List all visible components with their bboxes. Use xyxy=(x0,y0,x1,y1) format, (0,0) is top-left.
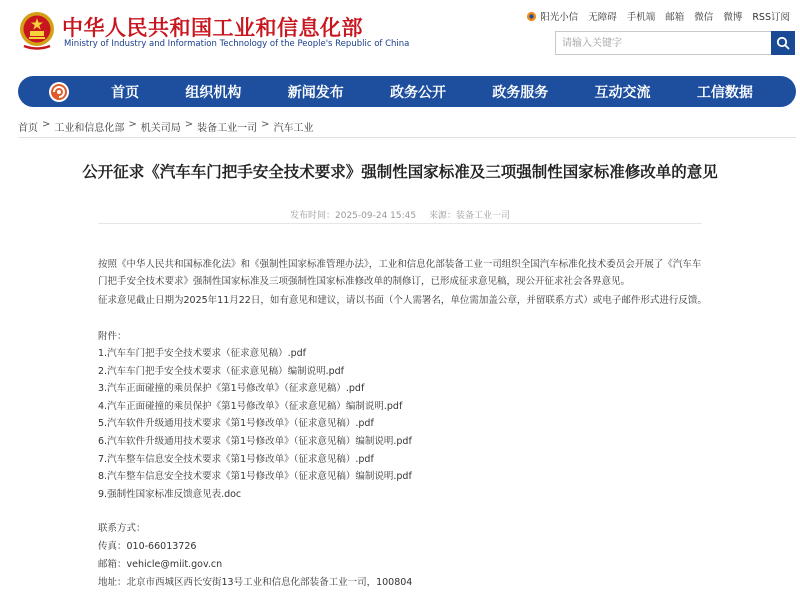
breadcrumb xyxy=(18,119,314,134)
nav-item-government-affairs[interactable]: 政务公开 xyxy=(389,84,446,101)
attachments-label: 附件： xyxy=(98,331,127,342)
breadcrumb-separator: > xyxy=(261,119,270,130)
search-button[interactable] xyxy=(771,31,795,55)
search-icon xyxy=(776,36,790,50)
nav-item-services[interactable]: 政务服务 xyxy=(492,84,549,101)
top-link-sunshine[interactable] xyxy=(526,9,578,23)
breadcrumb-separator: > xyxy=(42,119,51,130)
nav-items xyxy=(88,82,796,102)
search-input[interactable] xyxy=(555,31,771,55)
attachment-link[interactable]: 1.汽车车门把手安全技术要求（征求意见稿）.pdf xyxy=(98,348,306,359)
attachment-link[interactable]: 2.汽车车门把手安全技术要求（征求意见稿）编制说明.pdf xyxy=(98,365,344,377)
breadcrumb-separator: > xyxy=(128,119,137,130)
nav-item-data[interactable]: 工信数据 xyxy=(696,84,753,101)
attachments-list xyxy=(98,345,412,503)
article-paragraph: 按照《中华人民共和国标准化法》和《强制性国家标准管理办法》，工业和信息化部装备工业一司组织全国汽车标准化技术委员会开展了《汽车车门把手安全技术要求》强制性国家标准及三项强制性国家标准修改单的制修订，已形成征求意见稿，现公开征求社会各界意见。 xyxy=(98,259,702,287)
contact-fax: 传真：010-66013726 xyxy=(98,541,197,552)
top-link-mobile[interactable]: 手机端 xyxy=(626,12,656,23)
top-link-mail[interactable]: 邮箱 xyxy=(665,12,685,23)
divider xyxy=(98,223,702,224)
article-source: 来源：装备工业一司 xyxy=(428,211,510,221)
article-paragraph: 征求意见截止日期为2025年11月22日，如有意见和建议，请以书面（个人需署名，单位需加盖公章，并留联系方式）或电子邮件形式进行反馈。 xyxy=(98,295,707,306)
contact-email[interactable]: 邮箱：vehicle@miit.gov.cn xyxy=(98,559,223,570)
top-link-rss[interactable]: RSS订阅 xyxy=(752,12,790,23)
breadcrumb-item-equipment-dept[interactable]: 装备工业一司 xyxy=(197,123,258,134)
attachment-link[interactable]: 9.强制性国家标准反馈意见表.doc xyxy=(98,488,242,500)
attachment-link[interactable]: 6.汽车软件升级通用技术要求《第1号修改单》（征求意见稿）编制说明.pdf xyxy=(98,435,412,447)
attachment-link[interactable]: 7.汽车整车信息安全技术要求《第1号修改单》（征求意见稿）.pdf xyxy=(98,453,374,465)
top-link-wechat[interactable]: 微信 xyxy=(694,12,714,23)
publish-time: 发布时间：2025-09-24 15:45 xyxy=(290,211,417,221)
breadcrumb-item-auto-industry[interactable]: 汽车工业 xyxy=(273,123,314,134)
divider xyxy=(18,137,796,138)
breadcrumb-item-departments[interactable]: 机关司局 xyxy=(140,123,181,134)
article-title: 公开征求《汽车车门把手安全技术要求》强制性国家标准及三项强制性国家标准修改单的意见 xyxy=(82,163,718,181)
main-nav xyxy=(18,76,796,107)
site-subtitle: Ministry of Industry and Information Technology of the People's Republic of China xyxy=(64,39,410,49)
nav-item-news[interactable]: 新闻发布 xyxy=(287,84,344,101)
contact-address: 地址：北京市西城区西长安街13号工业和信息化部装备工业一司，100804 xyxy=(98,577,413,588)
top-link-label: 阳光小信 xyxy=(540,12,579,23)
attachment-link[interactable]: 4.汽车正面碰撞的乘员保护《第1号修改单》（征求意见稿）编制说明.pdf xyxy=(98,400,403,412)
article-meta xyxy=(0,208,800,221)
breadcrumb-item-home[interactable]: 首页 xyxy=(18,123,38,134)
nav-item-organization[interactable]: 组织机构 xyxy=(185,84,242,101)
breadcrumb-separator: > xyxy=(184,119,194,130)
top-links xyxy=(526,9,790,23)
attachment-link[interactable]: 3.汽车正面碰撞的乘员保护《第1号修改单》（征求意见稿）.pdf xyxy=(98,383,365,395)
national-emblem-icon[interactable] xyxy=(18,10,56,50)
contact-label: 联系方式： xyxy=(98,523,146,534)
attachment-link[interactable]: 8.汽车整车信息安全技术要求《第1号修改单》（征求意见稿）编制说明.pdf xyxy=(98,471,412,483)
top-link-accessibility[interactable]: 无障碍 xyxy=(588,12,617,23)
breadcrumb-item-miit[interactable]: 工业和信息化部 xyxy=(54,123,125,134)
site-header xyxy=(0,0,800,72)
nav-item-home[interactable]: 首页 xyxy=(111,84,140,101)
site-title[interactable]: 中华人民共和国工业和信息化部 xyxy=(62,16,363,40)
nav-logo-icon[interactable] xyxy=(48,81,70,103)
sun-icon xyxy=(526,11,537,22)
top-link-weibo[interactable]: 微博 xyxy=(723,12,743,23)
nav-item-interaction[interactable]: 互动交流 xyxy=(594,84,651,101)
attachment-link[interactable]: 5.汽车软件升级通用技术要求《第1号修改单》（征求意见稿）.pdf xyxy=(98,418,374,430)
